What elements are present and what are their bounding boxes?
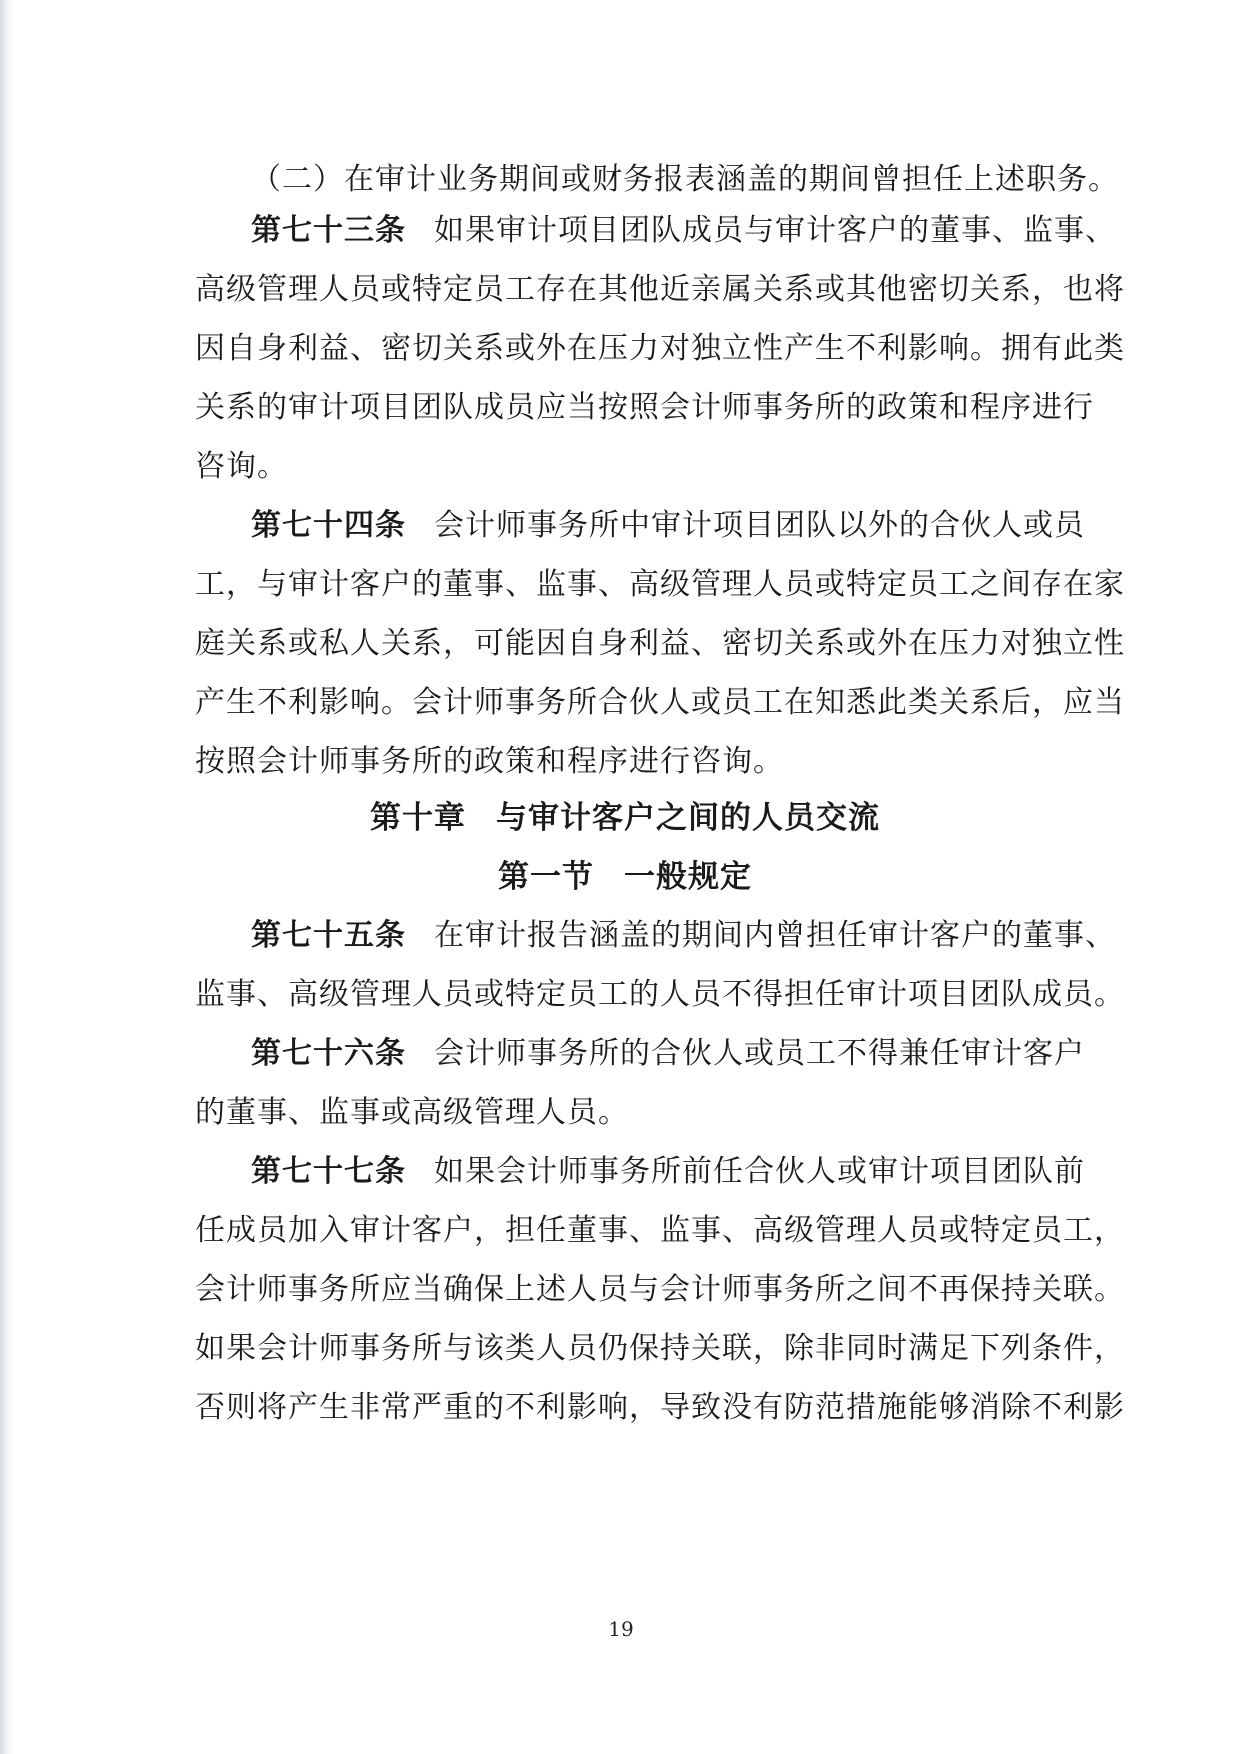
article-76-first-line	[251, 1034, 1085, 1074]
article-text: 在审计报告涵盖的期间内曾担任审计客户的董事、	[434, 918, 1116, 953]
paragraph-line: （二）在审计业务期间或财务报表涵盖的期间曾担任上述职务。	[251, 162, 1119, 197]
paragraph-line: 高级管理人员或特定员工存在其他近亲属关系或其他密切关系，也将	[195, 272, 1125, 307]
chapter-number: 第十章	[370, 800, 466, 836]
article-number: 第七十七条	[251, 1154, 406, 1189]
section-title: 一般规定	[624, 859, 752, 895]
paragraph-line: 的董事、监事或高级管理人员。	[195, 1095, 629, 1130]
article-74-first-line	[251, 506, 1085, 546]
paragraph-line: 工，与审计客户的董事、监事、高级管理人员或特定员工之间存在家	[195, 567, 1125, 602]
paragraph-line: 会计师事务所应当确保上述人员与会计师事务所之间不再保持关联。	[195, 1272, 1125, 1307]
page-number: 19	[608, 1617, 634, 1641]
article-number: 第七十三条	[251, 213, 406, 248]
paragraph-line: 关系的审计项目团队成员应当按照会计师事务所的政策和程序进行	[195, 390, 1094, 425]
article-text: 如果会计师事务所前任合伙人或审计项目团队前	[434, 1154, 1085, 1189]
article-text: 会计师事务所的合伙人或员工不得兼任审计客户	[434, 1036, 1085, 1071]
paragraph-line: 庭关系或私人关系，可能因自身利益、密切关系或外在压力对独立性	[195, 626, 1125, 661]
paragraph-line: 因自身利益、密切关系或外在压力对独立性产生不利影响。拥有此类	[195, 331, 1125, 366]
article-number: 第七十四条	[251, 508, 406, 543]
paragraph-line: 否则将产生非常严重的不利影响，导致没有防范措施能够消除不利影	[195, 1390, 1125, 1425]
section-number: 第一节	[498, 859, 594, 895]
paragraph-line: 如果会计师事务所与该类人员仍保持关联，除非同时满足下列条件，	[195, 1331, 1125, 1366]
article-text: 如果审计项目团队成员与审计客户的董事、监事、	[434, 213, 1116, 248]
article-text: 会计师事务所中审计项目团队以外的合伙人或员	[434, 508, 1085, 543]
paragraph-line: 产生不利影响。会计师事务所合伙人或员工在知悉此类关系后，应当	[195, 685, 1125, 720]
paragraph-line: 监事、高级管理人员或特定员工的人员不得担任审计项目团队成员。	[195, 977, 1125, 1012]
article-75-first-line	[251, 916, 1116, 956]
scan-edge-shadow	[0, 0, 14, 1754]
paragraph-line: 任成员加入审计客户，担任董事、监事、高级管理人员或特定员工，	[195, 1213, 1125, 1248]
paragraph-line: 按照会计师事务所的政策和程序进行咨询。	[195, 744, 784, 779]
chapter-title: 与审计客户之间的人员交流	[496, 800, 880, 836]
paragraph-line: 咨询。	[195, 449, 288, 484]
article-number: 第七十五条	[251, 918, 406, 953]
article-number: 第七十六条	[251, 1036, 406, 1071]
article-73-first-line	[251, 211, 1116, 251]
section-heading	[195, 855, 1055, 899]
article-77-first-line	[251, 1152, 1085, 1192]
chapter-heading	[195, 796, 1055, 840]
